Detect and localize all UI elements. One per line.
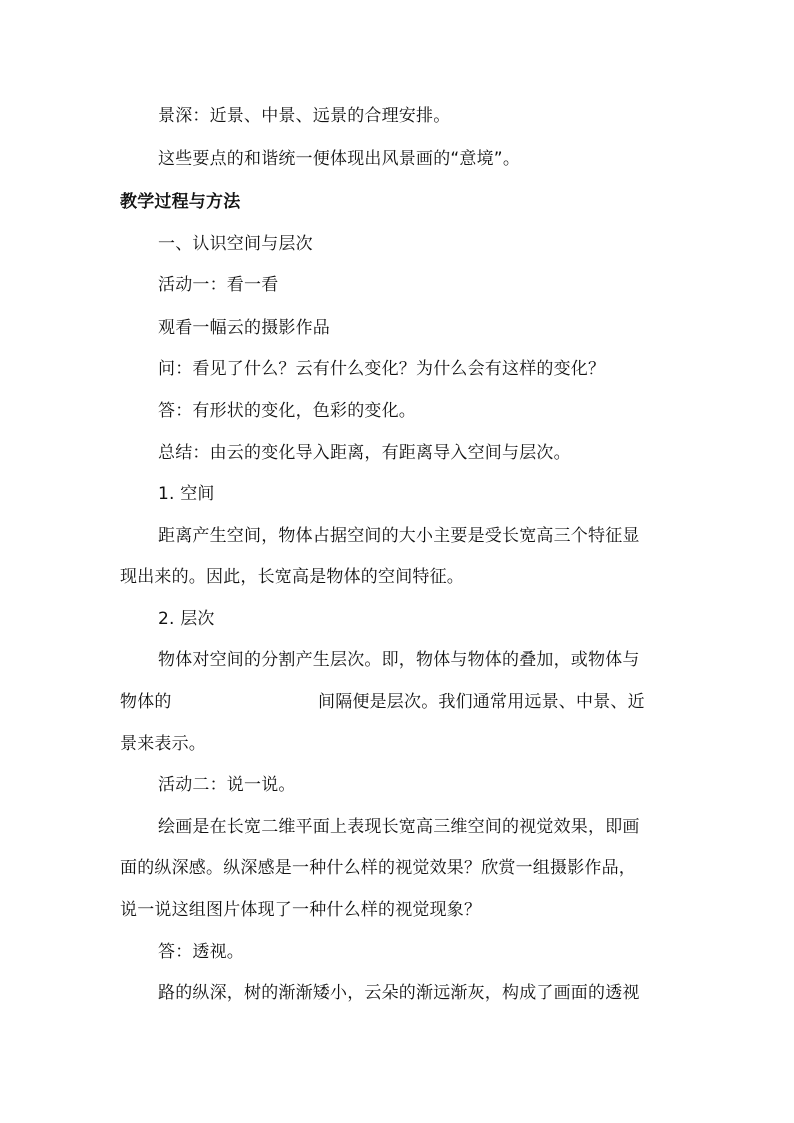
paragraph-line: 物体对空间的分割产生层次。即，物体与物体的叠加，或物体与: [158, 650, 640, 670]
paragraph-line: 景深：近景、中景、远景的合理安排。: [158, 106, 451, 126]
paragraph-line: 活动二：说一说。: [158, 775, 296, 795]
paragraph-line: 路的纵深，树的渐渐矮小，云朵的渐远渐灰，构成了画面的透视: [158, 983, 640, 1003]
paragraph-line: 答：透视。: [158, 942, 244, 962]
paragraph-line: 物体的: [120, 692, 172, 712]
paragraph-line: 观看一幅云的摄影作品: [158, 318, 330, 338]
paragraph-line: 总结：由云的变化导入距离，有距离导入空间与层次。: [158, 443, 571, 463]
section-heading: 教学过程与方法: [120, 192, 241, 212]
paragraph-line: 距离产生空间，物体占据空间的大小主要是受长宽高三个特征显: [158, 526, 640, 546]
paragraph-line: 绘画是在长宽二维平面上表现长宽高三维空间的视觉效果，即画: [158, 817, 640, 837]
paragraph-line: 现出来的。因此，长宽高是物体的空间特征。: [120, 567, 464, 587]
paragraph-line: 活动一：看一看: [158, 275, 279, 295]
paragraph-line: 问：看见了什么？云有什么变化？为什么会有这样的变化？: [158, 359, 606, 379]
paragraph-line: 答：有形状的变化，色彩的变化。: [158, 401, 416, 421]
paragraph-line: 这些要点的和谐统一便体现出风景画的“意境”。: [158, 149, 521, 169]
paragraph-line: 面的纵深感。纵深感是一种什么样的视觉效果？欣赏一组摄影作品，: [120, 858, 636, 878]
paragraph-line: 说一说这组图片体现了一种什么样的视觉现象？: [120, 900, 482, 920]
paragraph-line: 间隔便是层次。我们通常用远景、中景、近: [318, 692, 645, 712]
subsection-heading: 一、认识空间与层次: [158, 234, 313, 254]
numbered-heading: 2. 层次: [158, 609, 215, 629]
paragraph-line: 景来表示。: [120, 734, 206, 754]
numbered-heading: 1. 空间: [158, 484, 215, 504]
